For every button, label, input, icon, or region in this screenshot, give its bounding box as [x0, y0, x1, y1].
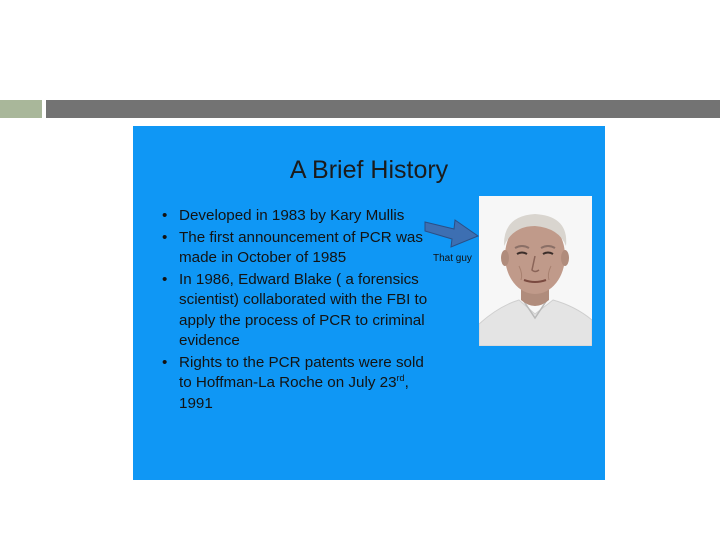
bullet-item [161, 228, 431, 269]
photo-caption: That guy [433, 253, 472, 264]
bullet-text: The first announcement of PCR was made in October of 1985 [179, 228, 423, 266]
arrow-right-icon [424, 214, 480, 250]
bullet-item [161, 206, 431, 227]
header-bar [46, 100, 720, 118]
bullet-text: Rights to the PCR patents were sold to Hoffman-La Roche on July 23 [179, 353, 424, 391]
slide-title: A Brief History [289, 156, 449, 184]
bullet-item [161, 270, 431, 352]
header-accent-bar [0, 100, 42, 118]
bullet-text-end: , 1991 [179, 374, 409, 412]
slide-image [133, 126, 605, 480]
bullet-text: Developed in 1983 by Kary Mullis [179, 207, 405, 224]
bullet-list [161, 206, 431, 415]
portrait-photo [479, 196, 592, 346]
bullet-text: In 1986, Edward Blake ( a forensics scientist) collaborated with the FBI to apply the process of PCR to criminal evidence [179, 270, 428, 349]
bullet-item [161, 353, 431, 415]
bullet-superscript: rd [396, 372, 405, 383]
